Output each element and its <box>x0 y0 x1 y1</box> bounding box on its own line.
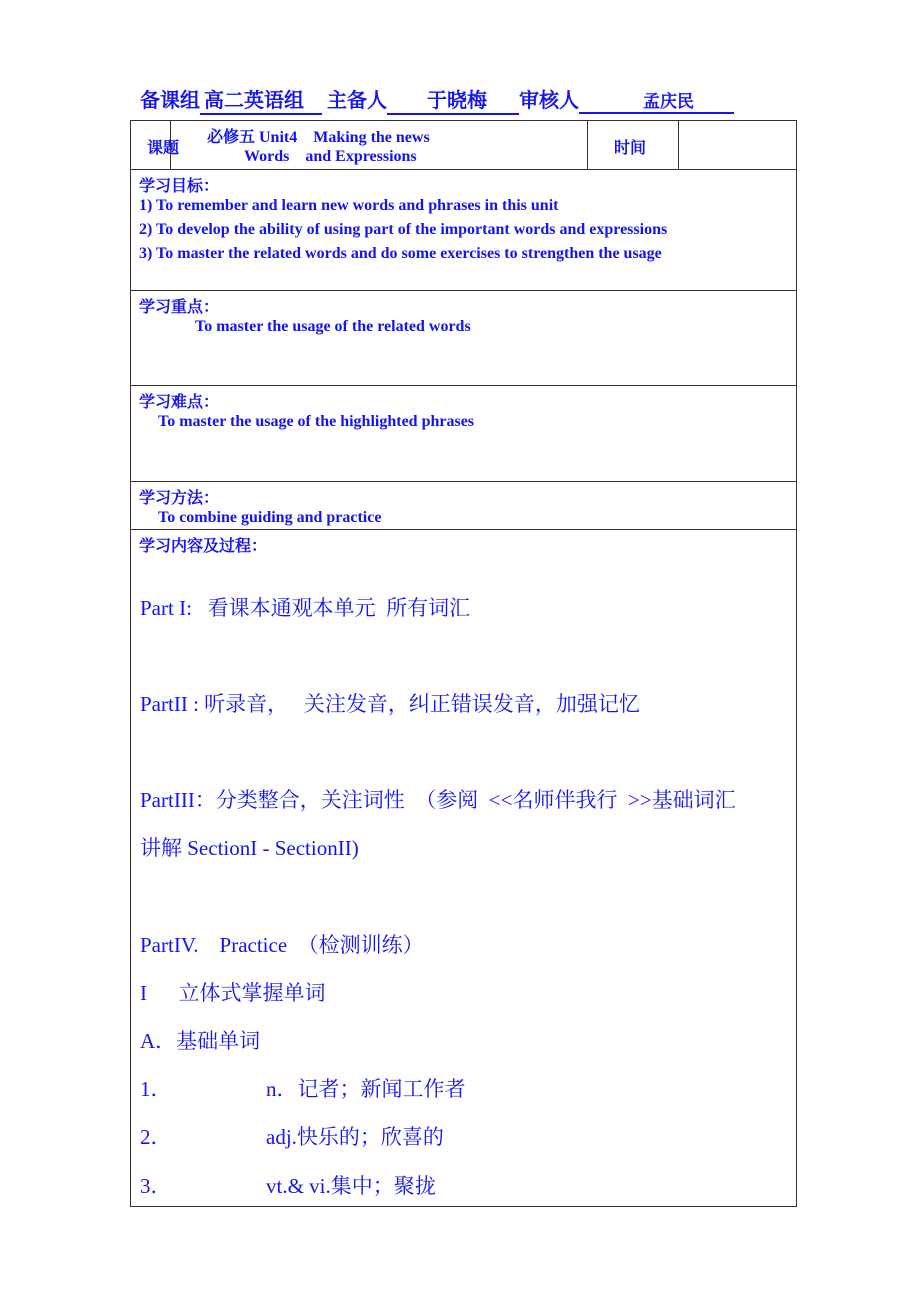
group-value: 高二英语组 <box>200 84 322 115</box>
content-line: I 立体式掌握单词 <box>140 981 326 1005</box>
objective-item: 3) To master the related words and do some exercises to strengthen the usage <box>139 245 662 262</box>
method-title: 学习方法： <box>139 490 220 507</box>
content-line: Part I: 看课本通观本单元 所有词汇 <box>140 596 471 620</box>
topic-label: 课题 <box>147 140 180 157</box>
item-number: 1． <box>140 1077 172 1101</box>
objective-item: 1) To remember and learn new words and phrases in this unit <box>139 197 559 214</box>
content-line: 讲解 SectionI - SectionII) <box>140 836 359 860</box>
key-points-title: 学习重点： <box>139 299 220 316</box>
content-line: A．基础单词 <box>140 1029 261 1053</box>
item-number: 3． <box>140 1174 172 1198</box>
reviewer-value: 孟庆民 <box>579 87 734 114</box>
objectives-title: 学习目标： <box>139 178 220 195</box>
preparer-label: 主备人 <box>327 90 387 112</box>
difficulties-title: 学习难点： <box>139 394 220 411</box>
key-points-text: To master the usage of the related words <box>195 318 471 335</box>
item-definition: n．记者；新闻工作者 <box>266 1077 466 1101</box>
item-definition: vt.& vi.集中；聚拢 <box>266 1174 436 1198</box>
topic-line1: 必修五 Unit4 Making the news <box>207 129 430 146</box>
objective-item: 2) To develop the ability of using part of the important words and expressions <box>139 221 668 238</box>
content-line: PartIII：分类整合，关注词性 （参阅 <<名师伴我行 >>基础词汇 <box>140 788 736 812</box>
header-line <box>140 84 734 115</box>
content-line: PartII : 听录音， 关注发音，纠正错误发音，加强记忆 <box>140 692 640 716</box>
content-line: PartIV. Practice （检测训练） <box>140 933 424 957</box>
reviewer-label: 审核人 <box>519 90 579 112</box>
topic-line2: Words and Expressions <box>244 148 417 165</box>
content-title: 学习内容及过程： <box>139 538 268 555</box>
method-text: To combine guiding and practice <box>158 509 382 526</box>
item-number: 2． <box>140 1125 172 1149</box>
preparer-value: 于晓梅 <box>387 84 519 115</box>
time-label: 时间 <box>614 140 647 157</box>
group-label: 备课组 <box>140 90 200 112</box>
item-definition: adj.快乐的；欣喜的 <box>266 1125 444 1149</box>
difficulties-text: To master the usage of the highlighted phrases <box>158 413 475 430</box>
